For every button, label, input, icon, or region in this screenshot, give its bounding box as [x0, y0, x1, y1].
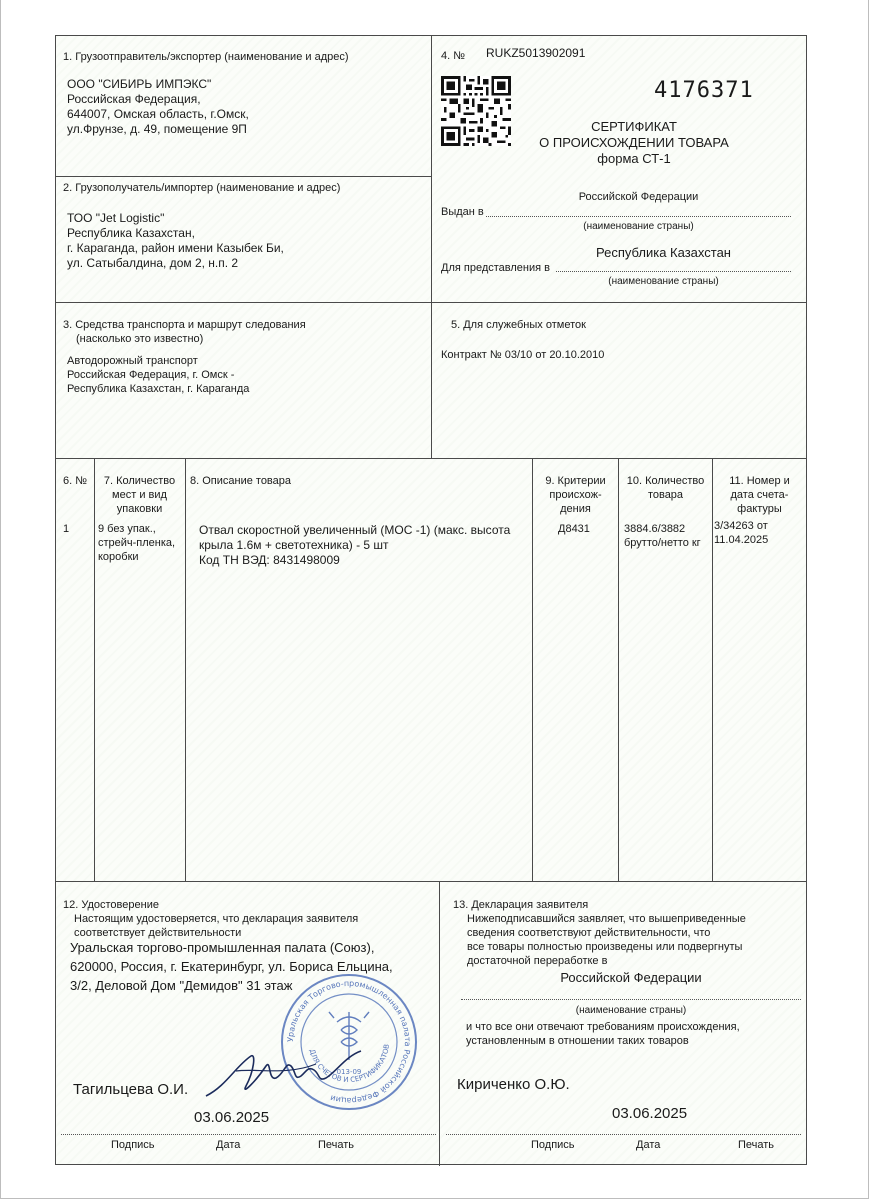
box5-label: 5. Для служебных отметок — [451, 319, 586, 331]
declaration-outro — [466, 1020, 740, 1048]
exporter-line: 644007, Омская область, г.Омск, — [67, 107, 249, 121]
col-header-invoice — [713, 474, 806, 516]
header-line: происхож- — [549, 489, 602, 501]
row-number: 1 — [63, 523, 70, 535]
intro-line: сведения соответствуют действительности, что — [467, 927, 711, 939]
cell-line: стрейч-пленка, — [98, 537, 176, 549]
cell-line: брутто/нетто кг — [624, 537, 701, 549]
title-line: О ПРОИСХОЖДЕНИИ ТОВАРА — [539, 135, 729, 150]
seal-caption: Печать — [738, 1139, 775, 1151]
address-line: 3/2, Деловой Дом "Демидов" 31 этаж — [70, 978, 293, 993]
header-line: мест и вид — [112, 489, 167, 501]
box2-label: 2. Грузополучатель/импортер (наименование и адрес) — [63, 182, 341, 194]
box1-label: 1. Грузоотправитель/экспортер (наименование и адрес) — [63, 51, 349, 63]
dotted-line — [556, 271, 791, 272]
cell-line: Отвал скоростной увеличенный (МОС -1) (макс. высота — [199, 523, 511, 537]
exporter-block — [67, 77, 249, 137]
divider — [185, 458, 186, 881]
importer-line: ул. Сатыбалдина, дом 2, н.п. 2 — [67, 256, 239, 270]
cell-line: 11.04.2025 — [714, 534, 769, 546]
col-header-packages — [96, 474, 183, 516]
importer-line: ТОО "Jet Logistic" — [67, 211, 165, 225]
header-line: 11. Номер и — [729, 475, 790, 487]
intro-line: Настоящим удостоверяется, что декларация заявителя — [74, 913, 359, 925]
col-header-description: 8. Описание товара — [190, 475, 292, 487]
header-line: фактуры — [737, 503, 782, 515]
applicant-date: 03.06.2025 — [612, 1105, 688, 1122]
row-invoice — [714, 519, 768, 547]
serial-number: 4176371 — [654, 78, 754, 103]
divider — [618, 458, 619, 881]
row-packages — [98, 522, 175, 564]
row-description — [199, 523, 510, 568]
box12-label: 12. Удостоверение — [63, 899, 159, 911]
exporter-line: Российская Федерация, — [67, 92, 201, 106]
certifier-name: Тагильцева О.И. — [73, 1081, 189, 1098]
outro-line: установленным в отношении таких товаров — [466, 1035, 689, 1047]
header-line: товара — [647, 489, 684, 501]
importer-block — [67, 211, 284, 271]
divider — [56, 881, 806, 882]
col-header-criterion — [533, 474, 618, 516]
origin-country: Российской Федерации — [560, 970, 702, 985]
stamp-ring-text: Уральская Торгово-промышленная палата Российской Федерации — [285, 978, 413, 1106]
applicant-name: Кириченко О.Ю. — [457, 1076, 570, 1093]
dotted-line — [61, 1134, 436, 1135]
divider — [431, 36, 432, 458]
intro-line: соответствует действительности — [74, 927, 242, 939]
box12-intro — [74, 912, 358, 940]
exporter-line: ООО "СИБИРЬ ИМПЭКС" — [67, 77, 212, 91]
intro-line: Нижеподписавшийся заявляет, что вышеприведенные — [467, 913, 746, 925]
intro-line: все товары полностью произведены или подвергнуты — [467, 941, 743, 953]
header-line: упаковки — [116, 503, 163, 515]
cell-line: Код ТН ВЭД: 8431498009 — [199, 553, 340, 567]
intro-line: достаточной переработке в — [467, 955, 608, 967]
issued-label: Выдан в — [441, 206, 484, 218]
presented-label: Для представления в — [441, 262, 550, 274]
seal-caption: Печать — [318, 1139, 355, 1151]
address-line: Уральская торгово-промышленная палата (Союз), — [70, 940, 375, 955]
certifier-date: 03.06.2025 — [194, 1109, 270, 1126]
dotted-line — [446, 1134, 801, 1135]
address-line: 620000, Россия, г. Екатеринбург, ул. Бориса Ельцина, — [70, 959, 393, 974]
divider — [56, 458, 806, 459]
cell-line: 3884.6/3882 — [624, 523, 686, 535]
header-line: дата счета- — [730, 489, 789, 501]
cell-line: 3/34263 от — [714, 520, 768, 532]
divider — [439, 881, 440, 1166]
exporter-line: ул.Фрунзе, д. 49, помещение 9П — [67, 122, 247, 136]
qr-code-icon — [441, 76, 511, 146]
box13-label: 13. Декларация заявителя — [453, 899, 589, 911]
official-note: Контракт № 03/10 от 20.10.2010 — [441, 349, 605, 361]
sign-caption: Подпись — [531, 1139, 575, 1151]
col-header-quantity — [619, 474, 712, 502]
row-quantity — [624, 522, 701, 550]
date-caption: Дата — [636, 1139, 661, 1151]
box3-label: 3. Средства транспорта и маршрут следования — [63, 319, 306, 331]
dotted-line — [461, 999, 801, 1000]
transport-line: Республика Казахстан, г. Караганда — [67, 383, 250, 395]
header-line: 9. Критерии — [545, 475, 606, 487]
certificate-title — [514, 119, 754, 167]
certificate-number: RUKZ5013902091 — [486, 46, 586, 60]
box3-sublabel: (насколько это известно) — [76, 333, 204, 345]
cell-line: крыла 1.6м + светотехника) - 5 шт — [199, 538, 389, 552]
divider — [56, 176, 431, 177]
divider — [94, 458, 95, 881]
title-line: форма СТ-1 — [597, 151, 671, 166]
date-caption: Дата — [216, 1139, 241, 1151]
handwritten-signature — [196, 1026, 376, 1116]
row-criterion: Д8431 — [558, 523, 590, 535]
country-caption: (наименование страны) — [608, 276, 719, 287]
col-header-num: 6. № — [63, 475, 88, 487]
stamp-number: 013-09 — [336, 1068, 362, 1076]
importer-line: Республика Казахстан, — [67, 226, 195, 240]
importer-line: г. Караганда, район имени Казыбек Би, — [67, 241, 284, 255]
transport-block — [67, 354, 249, 396]
sign-caption: Подпись — [111, 1139, 155, 1151]
dotted-line — [486, 216, 791, 217]
presented-country: Республика Казахстан — [596, 245, 731, 260]
transport-line: Автодорожный транспорт — [67, 355, 198, 367]
issued-country: Российской Федерации — [578, 191, 699, 203]
header-line: 7. Количество — [103, 475, 176, 487]
divider — [56, 302, 806, 303]
header-line: дения — [560, 503, 591, 515]
outro-line: и что все они отвечают требованиям происхождения, — [466, 1021, 740, 1033]
divider — [712, 458, 713, 881]
stamp-inner-text: ДЛЯ СЧЕТОВ И СЕРТИФИКАТОВ — [307, 1043, 391, 1085]
header-line: 10. Количество — [626, 475, 705, 487]
country-caption: (наименование страны) — [575, 1005, 687, 1016]
divider — [532, 458, 533, 881]
country-caption: (наименование страны) — [583, 221, 694, 232]
cell-line: коробки — [98, 551, 139, 563]
transport-line: Российская Федерация, г. Омск - — [67, 369, 235, 381]
certificate-sheet — [55, 35, 807, 1165]
title-line: СЕРТИФИКАТ — [591, 119, 677, 134]
box4-label: 4. № — [441, 50, 466, 62]
declaration-intro — [467, 912, 746, 968]
cell-line: 9 без упак., — [98, 523, 156, 535]
